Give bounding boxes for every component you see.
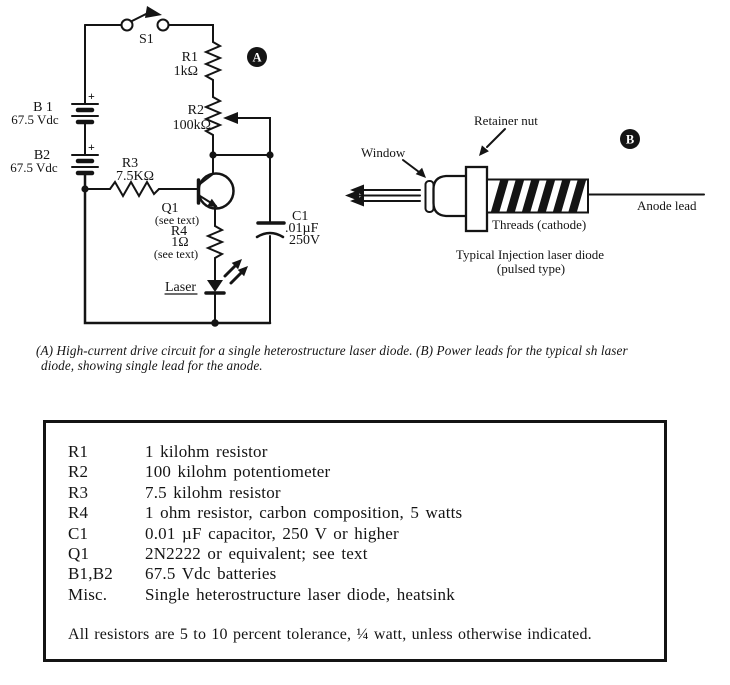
capacitor-c1-rating: 250V <box>289 233 321 248</box>
wire-top-right <box>169 25 214 42</box>
battery-b1-voltage: 67.5 Vdc <box>11 112 59 127</box>
part-ref: R3 <box>68 482 89 502</box>
part-description: 7.5 kilohm resistor <box>145 482 281 502</box>
junction-dot <box>81 185 88 192</box>
schematic-figure <box>0 0 730 340</box>
resistor-r3-symbol <box>110 182 159 196</box>
wiper-arrow-icon <box>223 112 238 124</box>
panel-b-badge <box>620 129 640 149</box>
wiper-wire <box>238 118 270 155</box>
parts-row <box>46 585 664 605</box>
battery-b2-plus-sign: + <box>88 140 95 154</box>
parts-row <box>46 503 664 523</box>
potentiometer-r2-value: 100kΩ <box>172 118 211 133</box>
resistor-r1 <box>174 42 220 97</box>
part-ref: Q1 <box>68 544 90 564</box>
switch-contact-right <box>158 20 169 31</box>
diode-can <box>434 176 468 216</box>
part-ref: Misc. <box>68 584 108 604</box>
laser-light-ray-2 <box>231 272 242 283</box>
parts-row <box>46 462 664 482</box>
part-description: 67.5 Vdc batteries <box>145 564 277 584</box>
window-arrow <box>403 160 426 178</box>
retainer-nut-label: Retainer nut <box>474 113 538 128</box>
panel-a-circuit <box>10 6 320 327</box>
parts-row <box>46 524 664 544</box>
panel-b-caption-line2: (pulsed type) <box>496 261 566 276</box>
switch-contact-left <box>122 20 133 31</box>
parts-list-box <box>43 420 667 662</box>
potentiometer-r2 <box>173 97 270 155</box>
resistor-r3-ref: R3 <box>121 156 139 171</box>
parts-row <box>46 544 664 564</box>
part-description: Single heterostructure laser diode, heatsink <box>145 584 455 604</box>
potentiometer-r2-ref: R2 <box>187 103 204 118</box>
retainer-nut-shape <box>466 167 487 231</box>
battery-b2 <box>10 122 98 175</box>
transistor-q1-note: (see text) <box>154 213 200 227</box>
window-label: Window <box>361 145 406 160</box>
window-arrow-head-icon <box>416 168 426 178</box>
part-ref: B1,B2 <box>68 564 113 584</box>
part-ref: R4 <box>68 503 89 523</box>
parts-list-note: All resistors are 5 to 10 percent tolerance, ¼ watt, unless otherwise indicated. <box>68 626 592 644</box>
panel-b-caption-line1: Typical Injection laser diode <box>455 247 605 262</box>
figure-caption-line2: diode, showing single lead for the anode. <box>41 358 263 373</box>
part-description: 2N2222 or equivalent; see text <box>145 544 368 564</box>
switch-s1 <box>85 6 213 47</box>
resistor-r4-value: 1Ω <box>171 235 189 250</box>
panel-a-badge-letter: A <box>252 50 262 65</box>
junction-dot <box>266 151 273 158</box>
resistor-r4-symbol <box>208 226 222 280</box>
part-ref: C1 <box>68 523 89 543</box>
battery-b2-ref: B2 <box>33 148 51 163</box>
part-ref: R2 <box>68 462 89 482</box>
part-description: 0.01 µF capacitor, 250 V or higher <box>145 523 399 543</box>
threads-label: Threads (cathode) <box>492 217 587 232</box>
parts-row <box>46 564 664 584</box>
panel-b-badge-letter: B <box>625 132 635 147</box>
panel-b-diagram <box>345 113 704 276</box>
resistor-r3-value: 7.5KΩ <box>115 169 155 184</box>
capacitor-c1-value: .01µF <box>285 221 319 236</box>
parts-row <box>46 483 664 503</box>
switch-blade-arrowhead-icon <box>145 6 162 18</box>
battery-b1-plus-sign: + <box>88 89 95 103</box>
part-description: 1 ohm resistor, carbon composition, 5 watts <box>145 503 463 523</box>
transistor-q1-ref: Q1 <box>161 201 179 216</box>
resistor-r4-ref: R4 <box>170 224 188 239</box>
switch-s1-label: S1 <box>139 32 154 47</box>
resistor-r4-note: (see text) <box>153 247 199 261</box>
laser-light-ray-1 <box>225 265 236 276</box>
resistor-r1-symbol <box>206 42 220 97</box>
battery-b2-voltage: 67.5 Vdc <box>10 160 58 175</box>
junction-dot <box>211 319 219 327</box>
light-rays <box>345 185 420 207</box>
parts-list-rows <box>46 423 664 605</box>
junction-dot <box>209 151 216 158</box>
resistor-r1-value: 1kΩ <box>173 64 198 79</box>
part-ref: R1 <box>68 442 89 461</box>
window-lens <box>426 181 434 212</box>
laser-diode-triangle <box>207 280 223 292</box>
transistor-q1-circle <box>199 174 234 209</box>
panel-a-badge <box>247 47 267 67</box>
part-description: 100 kilohm potentiometer <box>145 462 331 482</box>
retainer-nut-arrow <box>479 129 505 156</box>
laser-diode-symbol <box>165 259 248 323</box>
resistor-r1-ref: R1 <box>181 50 198 65</box>
capacitor-c1 <box>257 155 320 323</box>
capacitor-c1-ref: C1 <box>292 209 309 224</box>
battery-b1-ref: B 1 <box>33 100 53 115</box>
part-description: 1 kilohm resistor <box>145 442 268 461</box>
parts-row <box>46 442 664 462</box>
figure-caption-line1: (A) High-current drive circuit for a single heterostructure laser diode. (B) Power leads for the typical sh laser <box>36 343 628 358</box>
threads-shape <box>487 180 588 213</box>
battery-b1 <box>11 25 98 127</box>
anode-lead-label: Anode lead <box>637 198 697 213</box>
figure-caption <box>36 343 696 373</box>
resistor-r3 <box>85 156 197 196</box>
transistor-q1 <box>155 155 234 227</box>
window-arrow-line <box>403 160 419 172</box>
retainer-nut-arrow-line <box>487 129 505 147</box>
laser-label: Laser <box>165 280 197 295</box>
